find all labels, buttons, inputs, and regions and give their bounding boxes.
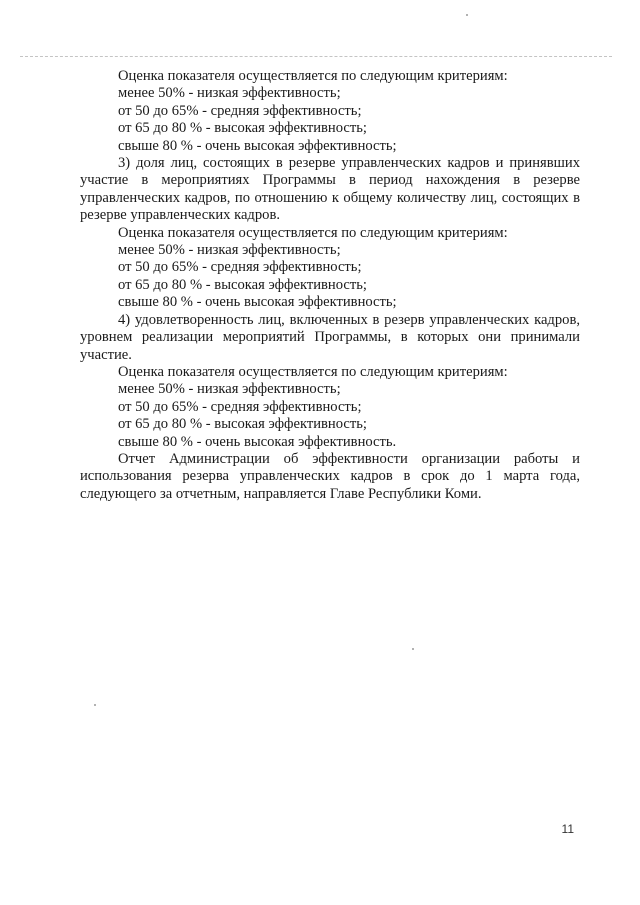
criteria-low: менее 50% - низкая эффективность; — [118, 85, 341, 102]
scan-artifact-line — [20, 56, 612, 57]
criteria-low: менее 50% - низкая эффективность; — [118, 242, 341, 259]
document-body — [80, 68, 580, 503]
page-number: 11 — [561, 822, 574, 836]
criteria-medium: от 50 до 65% - средняя эффективность; — [118, 259, 362, 276]
indicator-4-paragraph: 4) удовлетворенность лиц, включенных в резерв управленческих кадров, уровнем реализации мероприятий Программы, в которых они принимали участие. — [80, 311, 580, 363]
criteria-very-high: свыше 80 % - очень высокая эффективность. — [118, 433, 397, 450]
scan-speck — [412, 648, 414, 650]
criteria-medium: от 50 до 65% - средняя эффективность; — [118, 102, 362, 119]
scan-speck — [466, 14, 468, 16]
criteria-high: от 65 до 80 % - высокая эффективность; — [118, 120, 367, 137]
scan-speck — [94, 704, 96, 706]
criteria-medium: от 50 до 65% - средняя эффективность; — [118, 398, 362, 415]
criteria-low: менее 50% - низкая эффективность; — [118, 381, 341, 398]
indicator-3-paragraph: 3) доля лиц, состоящих в резерве управленческих кадров и принявших участие в мероприятиях Программы в период нахождения в резерве управленческих кадров, по отношению к общему количеству лиц, состоящих в резерве управленческих кадров. — [80, 155, 580, 224]
report-paragraph: Отчет Администрации об эффективности организации работы и использования резерва управленческих кадров в срок до 1 марта года, следующего за отчетным, направляется Главе Республики Коми. — [80, 450, 580, 502]
criteria-intro: Оценка показателя осуществляется по следующим критериям: — [118, 68, 508, 84]
criteria-very-high: свыше 80 % - очень высокая эффективность; — [118, 137, 397, 154]
criteria-high: от 65 до 80 % - высокая эффективность; — [118, 416, 367, 433]
criteria-high: от 65 до 80 % - высокая эффективность; — [118, 276, 367, 293]
criteria-intro: Оценка показателя осуществляется по следующим критериям: — [118, 363, 508, 380]
criteria-very-high: свыше 80 % - очень высокая эффективность; — [118, 294, 397, 311]
criteria-intro: Оценка показателя осуществляется по следующим критериям: — [118, 224, 508, 241]
